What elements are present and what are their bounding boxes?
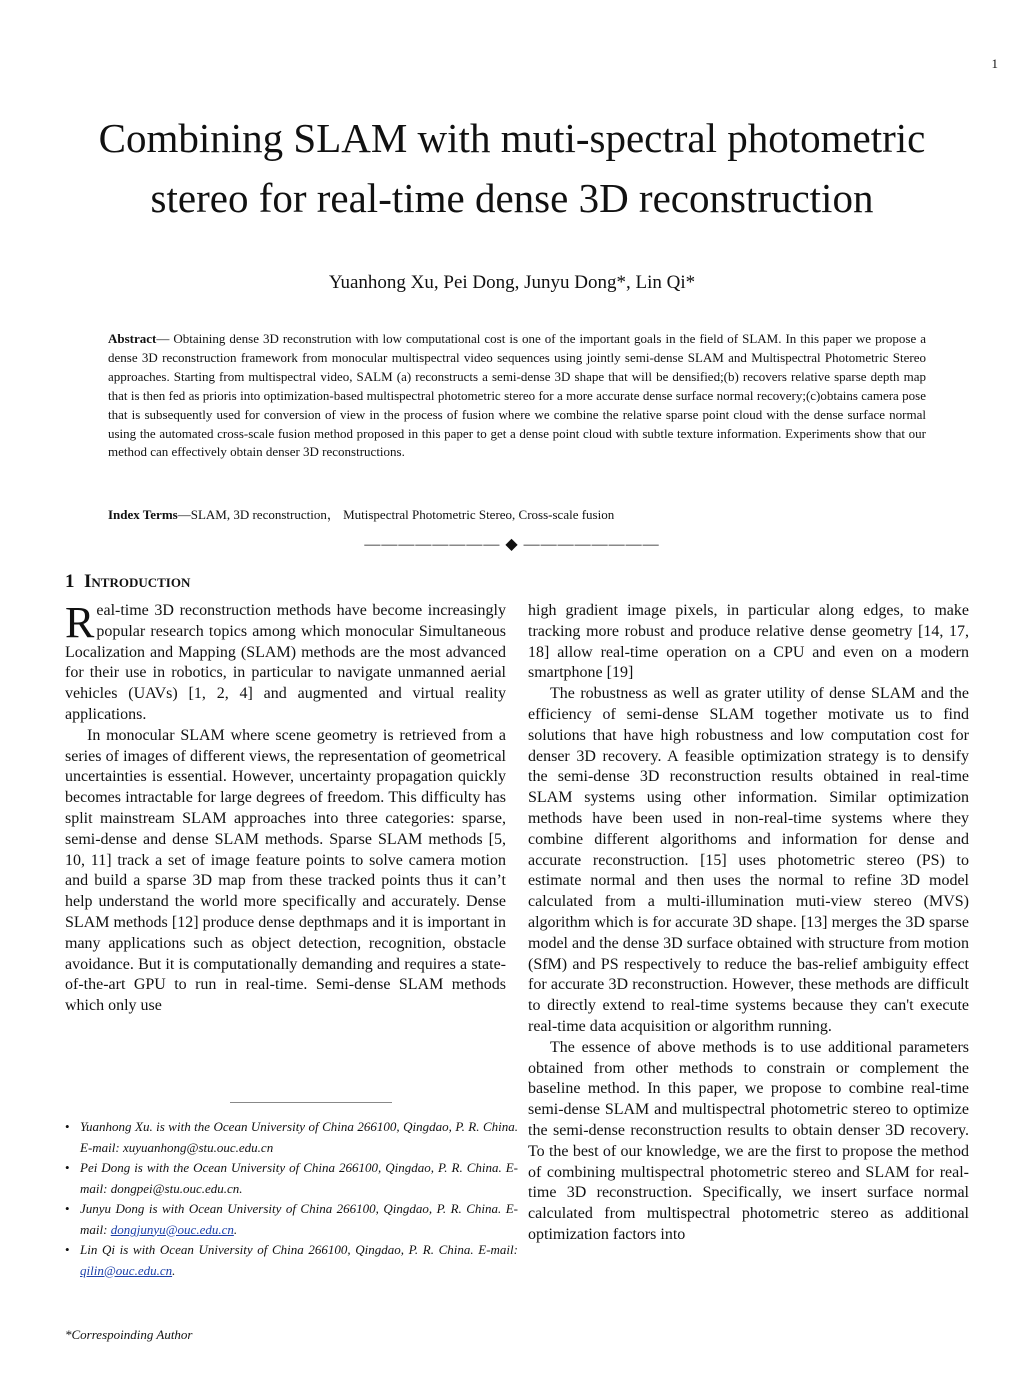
index-terms [108, 504, 926, 523]
abstract-label: Abstract [108, 331, 157, 346]
intro-paragraph-4: The robustness as well as grater utility of dense SLAM and the efficiency of semi-dense SLAM together motivate us to find solutions that have high robustness and low computation cost for denser 3D recovery. A feasible optimization strategy is to densify the semi-dense 3D reconstruction results obtained in real-time SLAM systems using other information. Similar optimization methods have been used in non-real-time systems where they combine different algorithoms and information for dense and accurate reconstruction. [15] uses photometric stereo (PS) to estimate normal and then uses the normal to refine 3D model calculated from a multi-illumination muti-view stereo (MVS) algorithm which is for accurate 3D shape. [13] merges the 3D sparse model and the dense 3D surface obtained with structure from motion (SfM) and PS respectively to reduce the bas-relief ambiguity effect for accurate 3D reconstruction. However, these methods are difficult to directly extend to real-time systems because they can't execute real-time data acquisition or algorithm running. [528, 685, 969, 1035]
affiliation-tail: . [172, 1262, 176, 1278]
affiliation-item [65, 1199, 518, 1240]
section-heading [65, 571, 190, 593]
intro-paragraph-3: high gradient image pixels, in particular along edges, to make tracking more robust and produce relative dense geometry [14, 17, 18] allow real-time operation on a CPU and even on a modern smartphone [19] [528, 602, 969, 682]
footnote-rule [230, 1102, 392, 1103]
section-title: Introduction [84, 571, 191, 592]
affiliation-text: Junyu Dong is with Ocean University of China 266100, Qingdao, P. R. China. E-mail: [80, 1201, 518, 1237]
section-number: 1 [65, 571, 75, 592]
affiliation-item [65, 1240, 518, 1281]
affiliation-text: Yuanhong Xu. is with the Ocean University of China 266100, Qingdao, P. R. China. E-mail: xuyuanhong@stu.ouc.edu.cn [80, 1119, 518, 1155]
index-terms-label: Index Terms [108, 507, 178, 522]
abstract-text: — Obtaining dense 3D reconstrution with low computational cost is one of the important goals in the field of SLAM. In this paper we propose a dense 3D reconstruction framework from monocular multispectral video sequences using jointly semi-dense SLAM and Multispectral Photometric Stereo approaches. Starting from multispectral video, SALM (a) reconstructs a semi-dense 3D shape that will be densified;(b) recovers relative sparse depth map that is then fed as prioris into optimization-based multispectral photometric stereo for a more accurate dense surface normal recovery;(c)obtains camera pose that is subsequently used for conversion of view in the process of fusion where we combine the relative sparse point cloud with the dense surface normal using the automated cross-scale fusion method proposed in this paper to get a dense point cloud with subtle texture information. Experiments show that our method can effectively obtain denser 3D reconstructions. [108, 331, 926, 460]
intro-paragraph-1-text: eal-time 3D reconstruction methods have become increasingly popular research topics among which monocular Simultaneous Localization and Mapping (SLAM) methods are the most advanced for their use in robotics, in particular to navigate unmanned aerial vehicles (UAVs) [1, 2, 4] and augmented and virtual reality applications. [65, 602, 506, 723]
intro-paragraph-2: In monocular SLAM where scene geometry is retrieved from a series of images of different views, the representation of geometrical uncertainties is essential. However, uncertainty propagation quickly becomes intractable for large degrees of freedom. This difficulty has split mainstream SLAM approaches into three categories: sparse, semi-dense and dense SLAM methods. Sparse SLAM methods [5, 10, 11] track a set of image feature points to solve camera motion and build a sparse 3D map from these tracked points thus it can’t help understand the world more specifically and accurately. Dense SLAM methods [12] produce dense depthmaps and it is important in many applications such as object detection, recognition, obstacle avoidance. But it is computationally demanding and requires a state-of-the-art GPU to run in real-time. Semi-dense SLAM methods which only use [65, 726, 506, 1015]
right-column [528, 601, 969, 1246]
section-separator: ———————— ◆ ———————— [364, 536, 660, 553]
author-list: Yuanhong Xu, Pei Dong, Junyu Dong*, Lin Qi* [328, 272, 696, 293]
corresponding-author-note: *Correspoinding Author [65, 1327, 193, 1342]
intro-paragraph-1 [65, 598, 506, 726]
intro-paragraph-5: The essence of above methods is to use additional parameters obtained from other methods to constrain or complement the baseline method. In this paper, we propose to combine real-time semi-dense SLAM and multispectral photometric stereo to optimize the semi-dense reconstruction results to obtain denser 3D recovery. To the best of our knowledge, we are the first to propose the method of combining multispectral photometric stereo and SLAM for real-time 3D reconstruction. Specifically, we insert surface normal calculated from multispectral photometric stereo as additional optimization factors into [528, 1038, 969, 1243]
affiliation-tail: . [233, 1221, 238, 1237]
abstract [108, 330, 926, 462]
drop-cap: R [65, 598, 95, 647]
affiliation-text: Lin Qi is with Ocean University of China 266100, Qingdao, P. R. China. E-mail: [80, 1242, 518, 1257]
affiliation-item [65, 1117, 518, 1158]
page-number: 1 [991, 56, 998, 71]
email-link[interactable]: dongjunyu@ouc.edu.cn [110, 1221, 234, 1237]
affiliation-item [65, 1158, 518, 1199]
affiliation-text: Pei Dong is with the Ocean University of China 266100, Qingdao, P. R. China. E-mail: dongpei@stu.ouc.edu.cn. [80, 1160, 518, 1196]
index-terms-text: —SLAM, 3D reconstruction， Mutispectral Photometric Stereo, Cross-scale fusion [177, 507, 615, 522]
author-affiliations [65, 1117, 518, 1281]
paper-title: Combining SLAM with muti-spectral photometric stereo for real-time dense 3D reconstruction [98, 115, 926, 221]
email-link[interactable]: qilin@ouc.edu.cn [80, 1262, 173, 1278]
left-column [65, 598, 506, 1017]
